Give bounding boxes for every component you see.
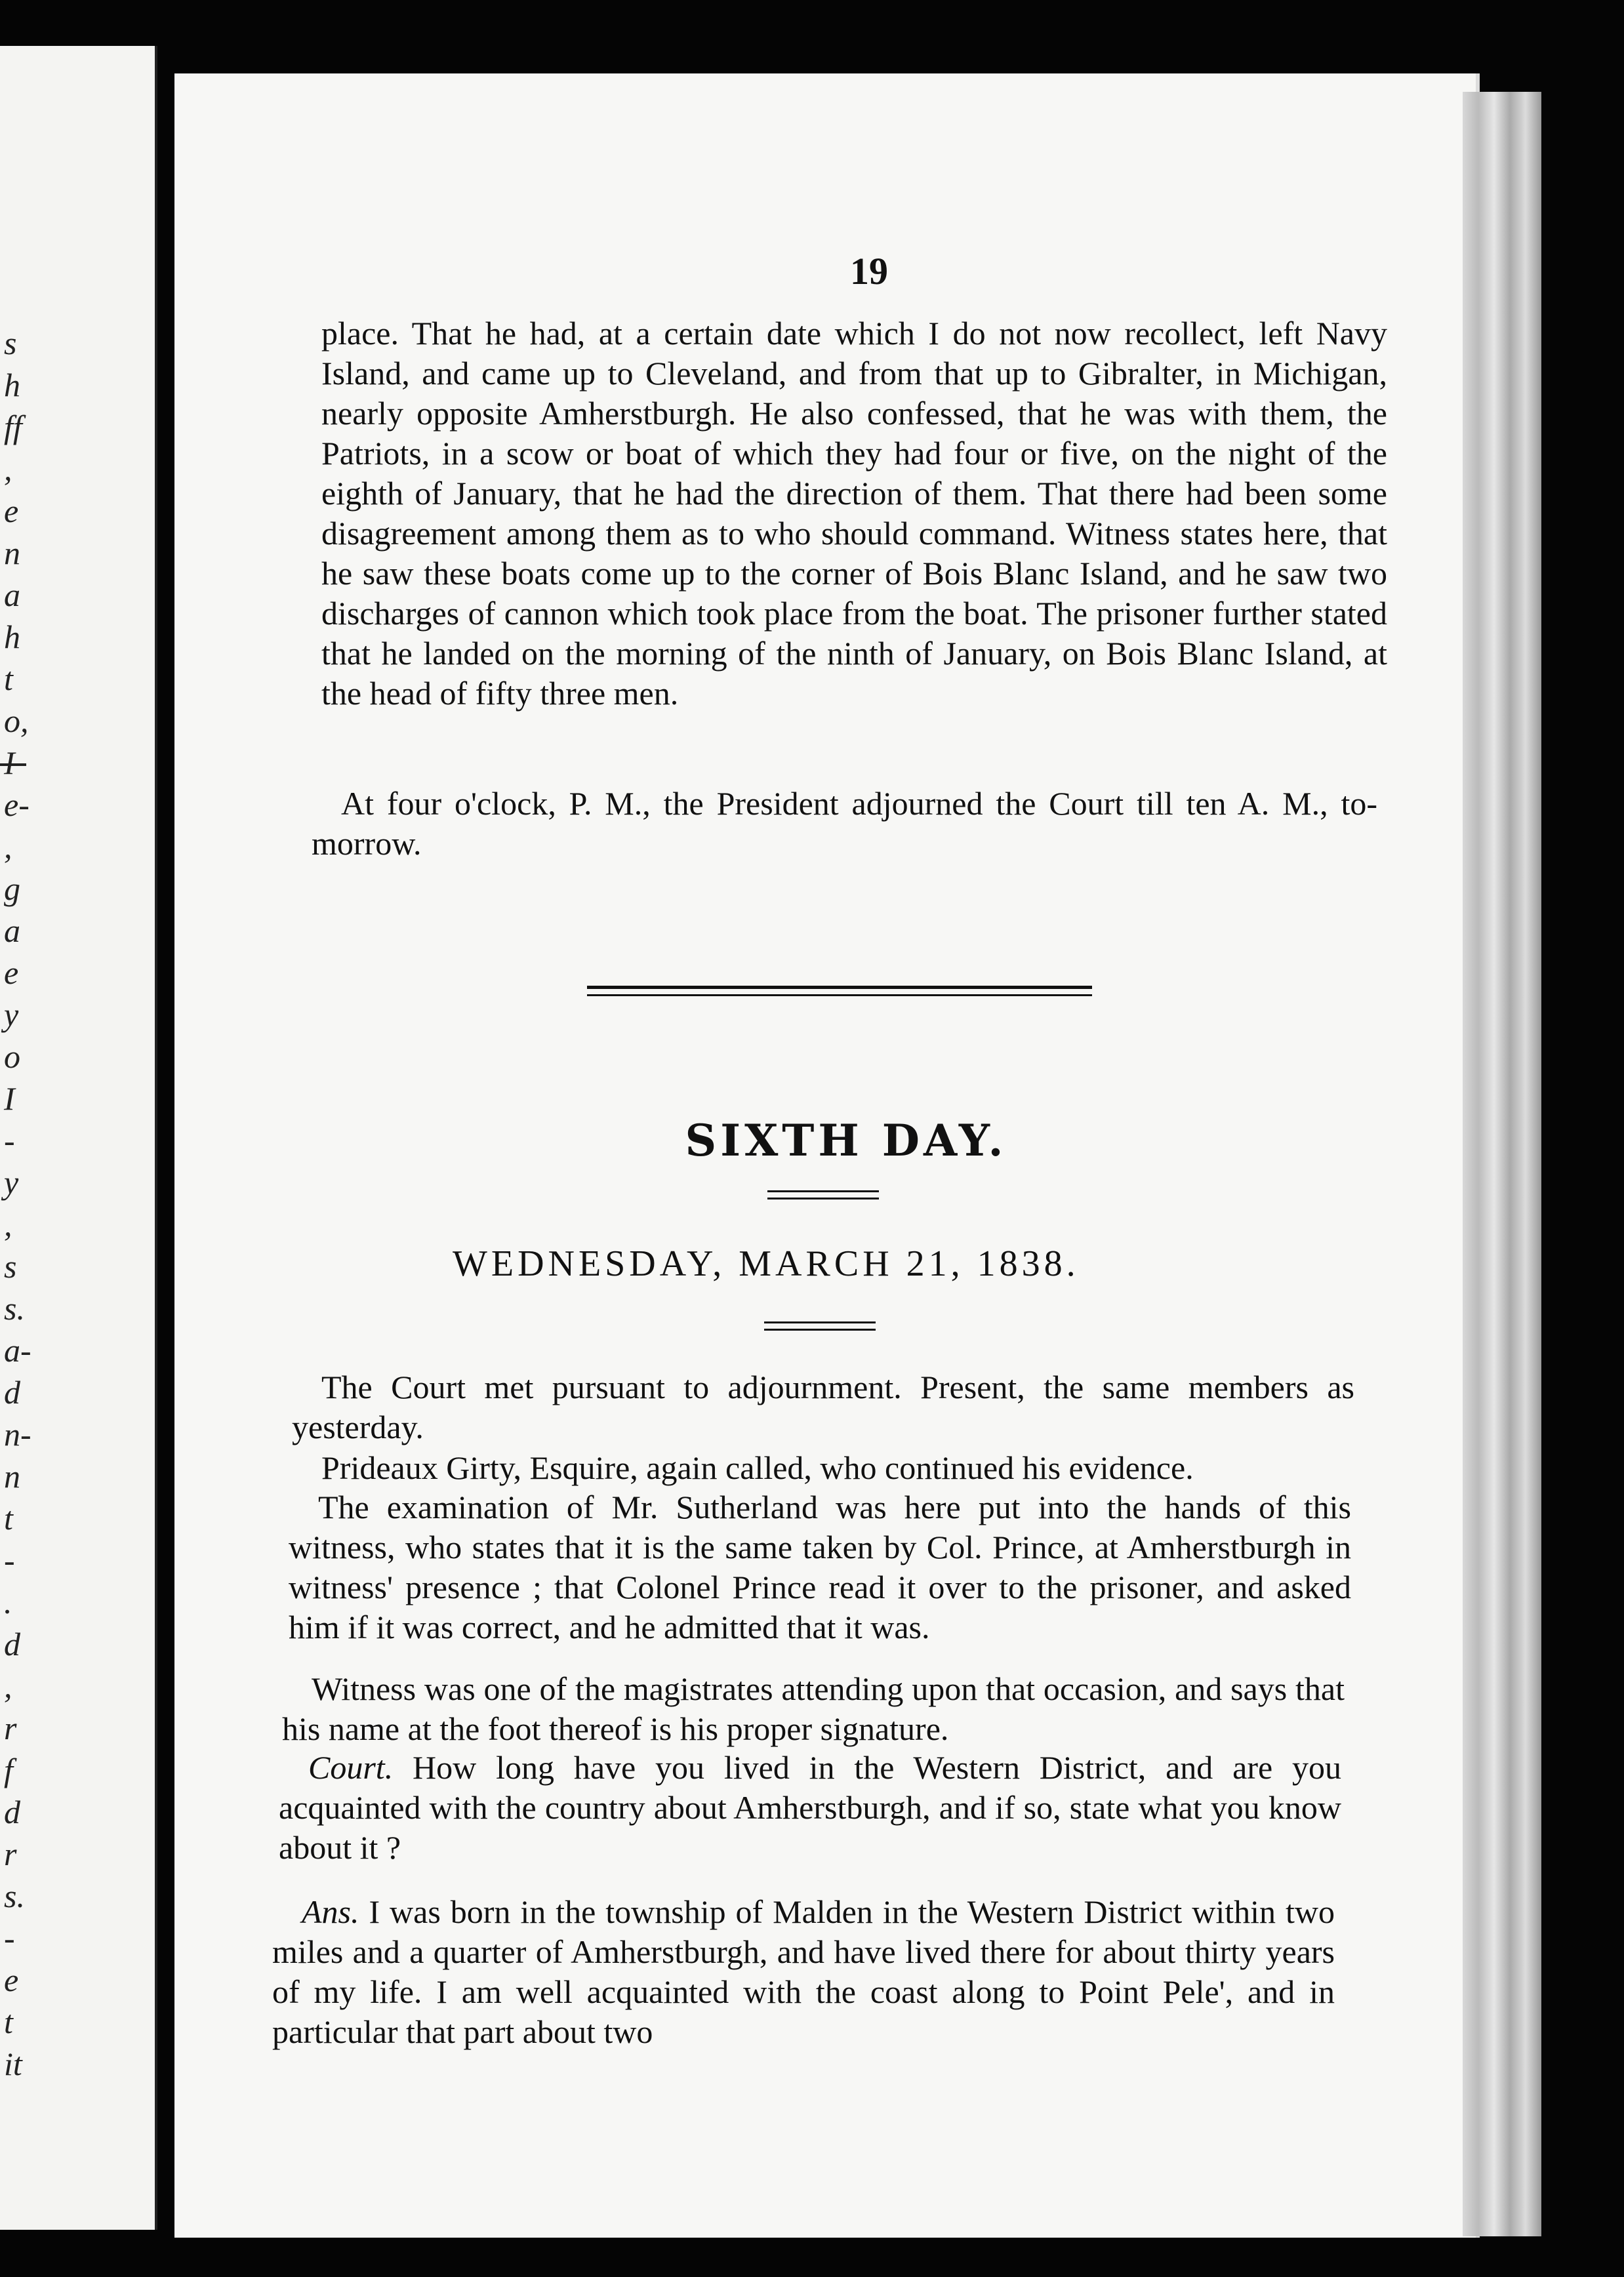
left-page-letter: - [4, 1122, 15, 1159]
left-page-letter: n [4, 534, 20, 571]
left-page-letter: n [4, 1458, 20, 1495]
left-page-letter: . [4, 1584, 12, 1621]
left-page-letter: t [4, 1500, 13, 1537]
left-page-letter: I [4, 744, 15, 781]
left-page-letter: ff [4, 409, 22, 445]
left-page-letter: d [4, 1626, 20, 1662]
left-page-letter: n- [4, 1416, 31, 1453]
paragraph-8-text: I was born in the township of Malden in the Western District within two miles and a quarter of Amherstburgh, and have lived there for about thirty years of my life. I am well acquainted with the coast along to Point Pele', and in particular that part about two [272, 1893, 1335, 2050]
section-divider [587, 986, 1092, 996]
left-page-letter: e- [4, 786, 30, 823]
left-page-letter: , [4, 828, 12, 865]
left-page-letter: o, [4, 702, 29, 739]
date-rule-1 [764, 1321, 876, 1323]
left-page-letter: e [4, 493, 19, 529]
left-page-letter: g [4, 870, 20, 907]
paragraph-8 [272, 1892, 1335, 2052]
left-page-letter: s [4, 325, 17, 361]
left-page-letter: y [4, 996, 19, 1033]
left-page-letter: e [4, 1962, 19, 1998]
paragraph-5: The examination of Mr. Sutherland was here put into the hands of this witness, who states that it is the same taken by Col. Prince, at Amherstburgh in witness' presence ; that Colonel Prince read it over to the prisoner, and asked him if it was correct, and he admitted that it was. [289, 1489, 1351, 1645]
paragraph-3: The Court met pursuant to adjournment. Present, the same members as yesterday. [292, 1369, 1354, 1445]
left-page-letter: t [4, 660, 13, 697]
left-page-letter: o [4, 1038, 20, 1075]
left-page-letter: - [4, 1920, 15, 1956]
paragraph-2: At four o'clock, P. M., the President adjourned the Court till ten A. M., to-morrow. [312, 785, 1377, 862]
paragraph-1: place. That he had, at a certain date which I do not now recollect, left Navy Island, and came up to Cleveland, and from that up to Gibralter, in Michigan, nearly opposite Amherstburgh. He also confessed, that he was with them, the Patriots, in a scow or boat of which they had four or five, on the night of the eighth of January, that he had the direction of them. That there had been some disagreement among them as to who should command. Witness states here, that he saw these boats come up to the corner of Bois Blanc Island, and he saw two discharges of cannon which took place from the boat. The prisoner further stated that he landed on the morning of the ninth of January, on Bois Blanc Island, at the head of fifty three men. [321, 315, 1387, 712]
left-page-letter: a [4, 912, 20, 949]
left-page-letter: - [4, 1542, 15, 1579]
left-page-letter: , [4, 1668, 12, 1704]
date-heading: WEDNESDAY, MARCH 21, 1838. [453, 1243, 1080, 1284]
left-page-letter: t [4, 2004, 13, 2040]
left-page-letter: , [4, 1206, 12, 1243]
left-page-letter: h [4, 618, 20, 655]
answer-label: Ans. [302, 1893, 359, 1930]
heading-rule-2 [767, 1198, 879, 1199]
left-page-fragment [0, 46, 157, 2230]
page-edge [1463, 92, 1541, 2236]
left-page-letter: f [4, 1752, 13, 1788]
left-page-letter: it [4, 2045, 22, 2082]
left-page-letter: e [4, 954, 19, 991]
left-page-letter: h [4, 367, 20, 403]
paragraph-7-text: How long have you lived in the Western District, and are you acquainted with the country about Amherstburgh, and if so, state what you know about it ? [279, 1749, 1342, 1866]
heading-rule-1 [767, 1190, 879, 1192]
day-heading: SIXTH DAY. [685, 1115, 1007, 1166]
page-number-text: 19 [850, 250, 888, 292]
left-page-letter: s. [4, 1878, 25, 1914]
paragraph-6: Witness was one of the magistrates attending upon that occasion, and says that his name at the foot thereof is his proper signature. [282, 1670, 1345, 1747]
left-page-letter: s. [4, 1290, 25, 1327]
court-label: Court. [308, 1749, 394, 1786]
left-page-letter: y [4, 1164, 19, 1201]
paragraph-4: Prideaux Girty, Esquire, again called, who continued his evidence. [321, 1449, 1194, 1486]
left-page-letter: , [4, 451, 12, 487]
left-page-letter: d [4, 1374, 20, 1411]
left-page-letter: s [4, 1248, 17, 1285]
paragraph-7 [279, 1748, 1341, 1868]
left-page-letter: r [4, 1836, 17, 1872]
left-page-letter: I [4, 1080, 15, 1117]
date-rule-2 [764, 1329, 876, 1331]
left-page-letter: d [4, 1794, 20, 1830]
left-page-letter: a- [4, 1332, 31, 1369]
left-page-letter: r [4, 1710, 17, 1746]
left-page-letter: a [4, 576, 20, 613]
